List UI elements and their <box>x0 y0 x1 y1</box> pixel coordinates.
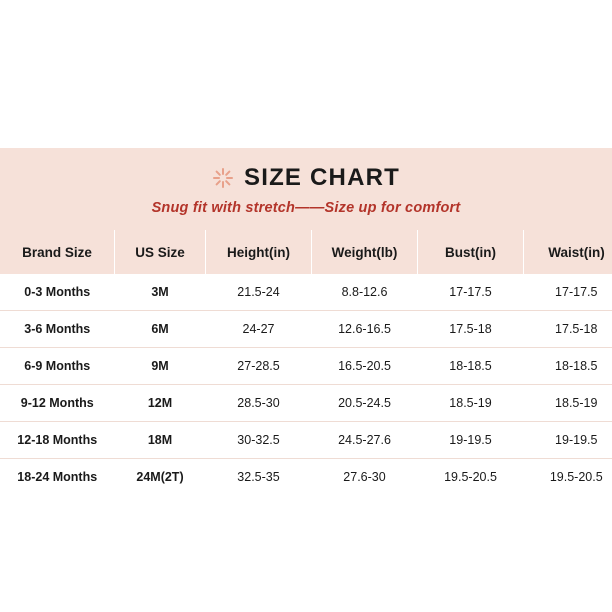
cell-bust: 17.5-18 <box>418 311 524 348</box>
cell-height: 24-27 <box>206 311 312 348</box>
cell-weight: 8.8-12.6 <box>312 274 418 311</box>
cell-height: 30-32.5 <box>206 422 312 459</box>
cell-bust: 19.5-20.5 <box>444 470 497 484</box>
column-header-height: Height(in) <box>206 230 312 274</box>
banner-title-row <box>0 164 612 192</box>
cell-us-size: 12M <box>115 385 206 422</box>
cell-us-size: 3M <box>115 274 206 311</box>
table-row <box>0 311 612 348</box>
cell-us-size: 6M <box>115 311 206 348</box>
cell-waist: 19-19.5 <box>524 422 612 459</box>
cell-weight: 12.6-16.5 <box>312 311 418 348</box>
cell-height: 28.5-30 <box>206 385 312 422</box>
table-row <box>0 385 612 422</box>
cell-bust: 18.5-19 <box>418 385 524 422</box>
cell-bust: 18-18.5 <box>418 348 524 385</box>
cell-bust: 19-19.5 <box>418 422 524 459</box>
table-row <box>0 274 612 311</box>
cell-us-size: 18M <box>115 422 206 459</box>
column-header-bust: Bust(in) <box>418 230 524 274</box>
cell-waist: 17.5-18 <box>524 311 612 348</box>
cell-height: 32.5-35 <box>237 470 280 484</box>
table-row <box>0 459 612 496</box>
cell-us-size: 9M <box>115 348 206 385</box>
table-header <box>0 230 612 274</box>
cell-height: 27-28.5 <box>206 348 312 385</box>
table-row <box>0 422 612 459</box>
column-header-weight: Weight(lb) <box>312 230 418 274</box>
cell-height: 21.5-24 <box>206 274 312 311</box>
cell-brand-size: 12-18 Months <box>0 422 115 459</box>
cell-waist: 18.5-19 <box>524 385 612 422</box>
cell-bust: 17-17.5 <box>418 274 524 311</box>
table-row <box>0 348 612 385</box>
cell-weight: 16.5-20.5 <box>312 348 418 385</box>
cell-waist: 19.5-20.5 <box>549 470 603 484</box>
column-header-brand-size: Brand Size <box>0 230 115 274</box>
column-header-us-size: US Size <box>115 230 206 274</box>
cell-waist: 17-17.5 <box>524 274 612 311</box>
cell-brand-size: 18-24 Months <box>17 470 98 484</box>
banner-subtitle: Snug fit with stretch——Size up for comfort <box>151 200 461 216</box>
cell-brand-size: 3-6 Months <box>0 311 115 348</box>
cell-brand-size: 0-3 Months <box>0 274 115 311</box>
cell-brand-size: 9-12 Months <box>0 385 115 422</box>
cell-waist: 18-18.5 <box>524 348 612 385</box>
size-chart-container <box>0 148 612 495</box>
cell-weight: 20.5-24.5 <box>312 385 418 422</box>
page-title: SIZE CHART <box>244 164 400 191</box>
column-header-waist: Waist(in) <box>524 230 612 274</box>
cell-us-size: 24M(2T) <box>136 470 184 484</box>
chart-banner <box>0 148 612 230</box>
cell-weight: 27.6-30 <box>343 470 386 484</box>
table-header-row <box>0 230 612 274</box>
cell-brand-size: 6-9 Months <box>0 348 115 385</box>
table-body <box>0 274 612 495</box>
cell-weight: 24.5-27.6 <box>312 422 418 459</box>
size-chart-table <box>0 230 612 495</box>
sparkle-icon <box>212 167 234 189</box>
